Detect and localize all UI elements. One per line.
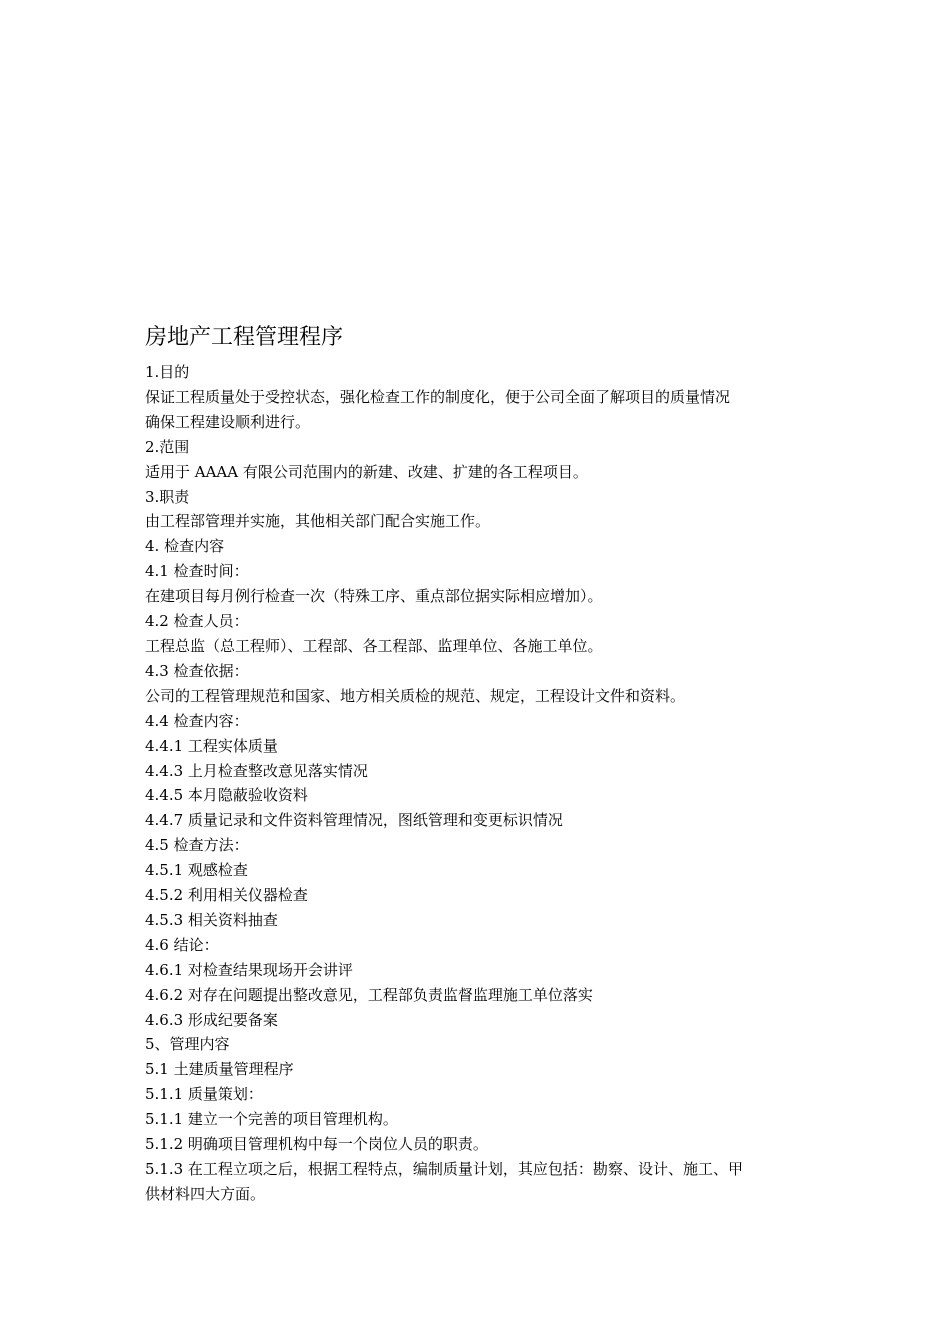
text-line: 保证工程质量处于受控状态，强化检查工作的制度化，便于公司全面了解项目的质量情况	[145, 387, 731, 406]
text-line: 4.3 检查依据：	[145, 661, 249, 680]
text-line: 由工程部管理并实施，其他相关部门配合实施工作。	[145, 512, 491, 531]
text-line: 4.6.3 形成纪要备案	[145, 1010, 278, 1029]
text-line: 2.范围	[145, 437, 190, 456]
document-body	[145, 322, 810, 1207]
text-line: 4.4 检查内容：	[145, 711, 249, 730]
text-line: 4.4.7 质量记录和文件资料管理情况，图纸管理和变更标识情况	[145, 811, 563, 830]
text-line: 1.目的	[145, 363, 190, 381]
text-line: 4.6.1 对检查结果现场开会讲评	[145, 960, 353, 979]
text-line: 4.4.3 上月检查整改意见落实情况	[145, 761, 368, 780]
text-line: 4.4.1 工程实体质量	[145, 736, 278, 755]
text-line: 5.1.3 在工程立项之后，根据工程特点，编制质量计划，其应包括：勘察、设计、施工、甲	[145, 1160, 743, 1178]
text-line: 5.1 土建质量管理程序	[145, 1060, 294, 1079]
text-line: 4.1 检查时间：	[145, 562, 249, 581]
text-line: 5.1.1 建立一个完善的项目管理机构。	[145, 1110, 398, 1129]
text-line: 4.5.1 观感检查	[145, 861, 248, 880]
text-line: 在建项目每月例行检查一次（特殊工序、重点部位据实际相应增加）。	[145, 587, 603, 606]
text-line: 4.2 检查人员：	[145, 612, 249, 631]
text-line: 5、管理内容	[145, 1035, 230, 1054]
text-line: 4.5.3 相关资料抽查	[145, 910, 278, 929]
text-line: 适用于 AAAA 有限公司范围内的新建、改建、扩建的各工程项目。	[145, 462, 588, 481]
text-line: 5.1.2 明确项目管理机构中每一个岗位人员的职责。	[145, 1135, 488, 1154]
document-title: 房地产工程管理程序	[145, 325, 344, 350]
text-line: 4. 检查内容	[145, 537, 225, 556]
text-line: 公司的工程管理规范和国家、地方相关质检的规范、规定，工程设计文件和资料。	[145, 686, 686, 705]
text-line: 供材料四大方面。	[145, 1184, 266, 1203]
text-line: 3.职责	[145, 487, 190, 506]
text-line: 确保工程建设顺利进行。	[145, 412, 311, 431]
text-line: 工程总监（总工程师）、工程部、各工程部、监理单位、各施工单位。	[145, 636, 603, 655]
text-line: 4.5.2 利用相关仪器检查	[145, 886, 308, 905]
text-line: 4.5 检查方法：	[145, 836, 249, 855]
document-text	[145, 360, 810, 1207]
text-line: 4.4.5 本月隐蔽验收资料	[145, 786, 308, 805]
text-line: 4.6 结论：	[145, 935, 219, 954]
text-line: 5.1.1 质量策划：	[145, 1085, 263, 1104]
text-line: 4.6.2 对存在问题提出整改意见，工程部负责监督监理施工单位落实	[145, 985, 593, 1004]
